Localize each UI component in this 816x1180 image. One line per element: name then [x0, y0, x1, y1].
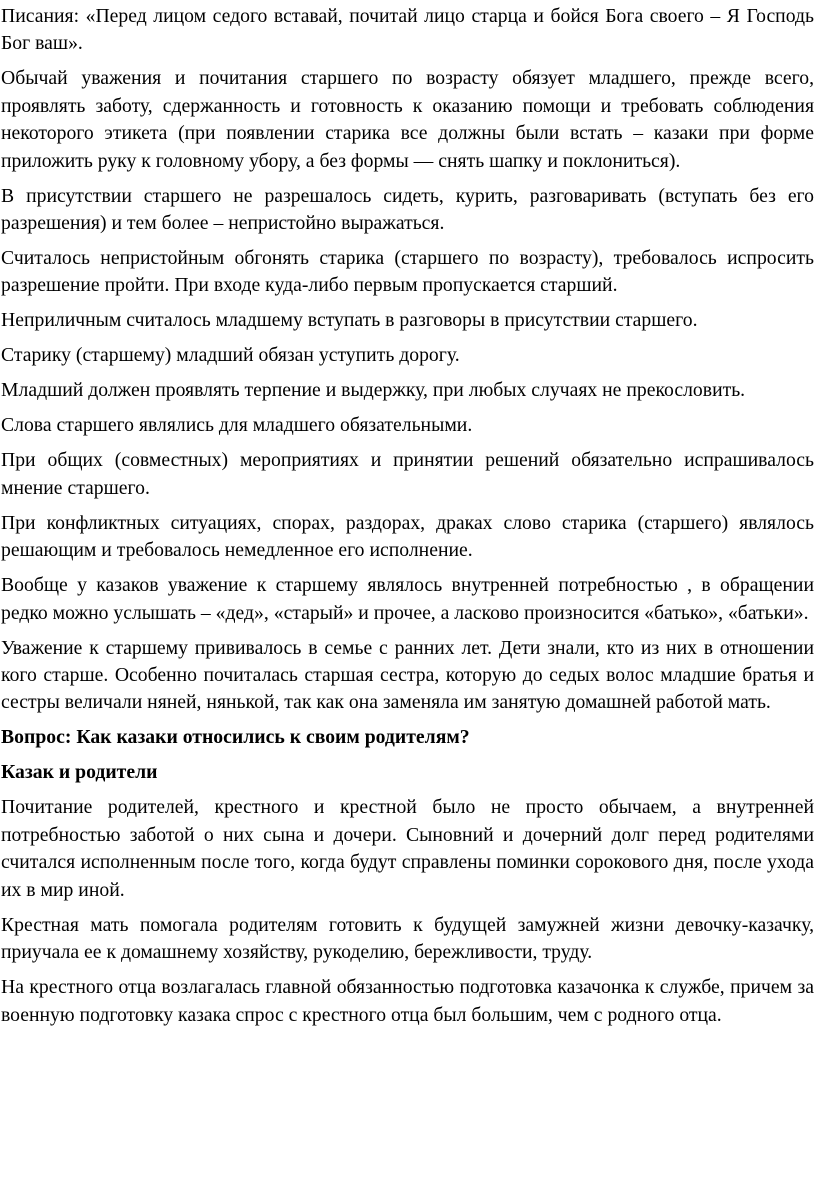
paragraph-joint-decisions: При общих (совместных) мероприятиях и принятии решений обязательно испрашивалось мнение старшего. — [1, 449, 814, 499]
paragraph-family-upbringing: Уважение к старшему прививалось в семье с ранних лет. Дети знали, кто из них в отношении кого старше. Особенно почиталась старшая сестра, которую до седых волос младшие братья и сестры величали няней, нянькой, так как она заменяла им занятую домашней работой мать. — [1, 636, 814, 714]
question-heading: Вопрос: Как казаки относились к своим родителям? — [1, 726, 470, 749]
paragraph-custom-of-respect: Обычай уважения и почитания старшего по возрасту обязует младшего, прежде всего, проявлять заботу, сдержанность и готовность к оказанию помощи и требовать соблюдения некоторого этикета (при появлении старика все должны были встать – казаки при форме приложить руку к головному убору, а без формы — снять шапку и поклониться). — [1, 67, 814, 172]
section-heading: Казак и родители — [1, 761, 158, 784]
paragraph-give-way: Старику (старшему) младший обязан уступить дорогу. — [1, 344, 460, 367]
paragraph-patience: Младший должен проявлять терпение и выдержку, при любых случаях не прекословить. — [1, 379, 746, 402]
paragraph-presence-of-elder: В присутствии старшего не разрешалось сидеть, курить, разговаривать (вступать без его разрешения) и тем более – непристойно выражаться. — [1, 184, 814, 235]
paragraph-scripture-quote: Писания: «Перед лицом седого вставай, почитай лицо старца и бойся Бога своего – Я Господь Бог ваш». — [1, 5, 814, 55]
paragraph-honoring-parents: Почитание родителей, крестного и крестной было не просто обычаем, а внутренней потребностью заботой о них сына и дочери. Сыновний и дочерний долг перед родителями считался исполненным после того, когда будут справлены поминки сорокового дня, после ухода их в мир иной. — [1, 796, 814, 901]
paragraph-godfather: На крестного отца возлагалась главной обязанностью подготовка казачонка к службе, причем за военную подготовку казака спрос с крестного отца был большим, чем с родного отца. — [1, 976, 814, 1026]
paragraph-inner-need: Вообще у казаков уважение к старшему являлось внутренней потребностью , в обращении редко можно услышать – «дед», «старый» и прочее, а ласково произносится «батько», «батьки». — [1, 574, 814, 624]
paragraph-conversations: Неприличным считалось младшему вступать в разговоры в присутствии старшего. — [1, 309, 698, 332]
paragraph-overtaking: Считалось непристойным обгонять старика (старшего по возрасту), требовалось испросить разрешение пройти. При входе куда-либо первым пропускается старший. — [1, 247, 814, 297]
paragraph-elder-words: Слова старшего являлись для младшего обязательными. — [1, 414, 473, 437]
paragraph-conflicts: При конфликтных ситуациях, спорах, раздорах, драках слово старика (старшего) являлось решающим и требовалось немедленное его исполнение. — [1, 511, 814, 562]
paragraph-godmother: Крестная мать помогала родителям готовить к будущей замужней жизни девочку-казачку, приучала ее к домашнему хозяйству, рукоделию, бережливости, труду. — [1, 913, 814, 964]
